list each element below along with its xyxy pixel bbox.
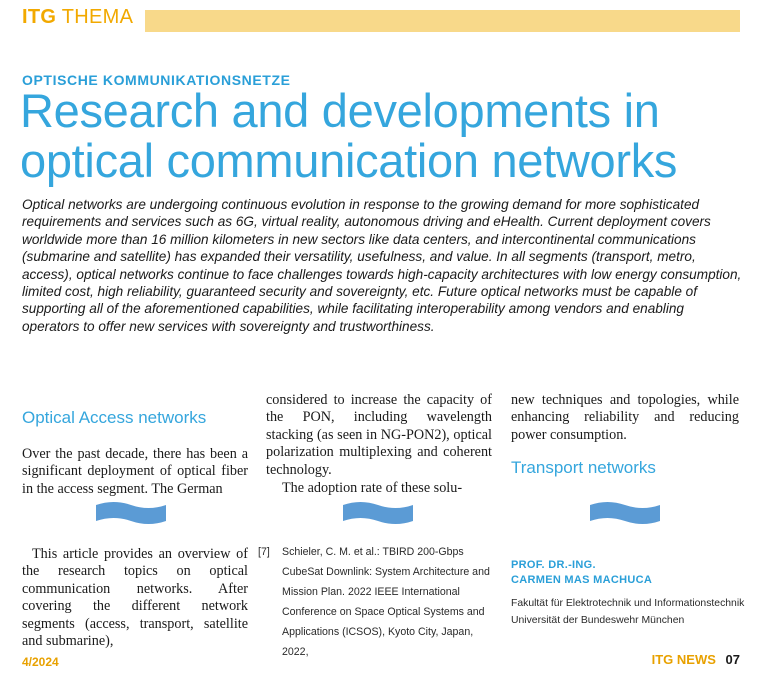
heading-transport: Transport networks xyxy=(511,458,656,477)
footer-right xyxy=(652,652,740,667)
author-title: PROF. DR.-ING. xyxy=(511,559,596,571)
wave-separator-icon xyxy=(590,500,660,526)
col1-paragraph: Over the past decade, there has been a significant deployment of optical fiber in the access segment. The German xyxy=(22,446,248,497)
wave-separator-icon xyxy=(96,500,166,526)
article-lead: Optical networks are undergoing continuous evolution in response to the growing demand for more sophisticated requirements and services such as 6G, virtual reality, autonomous driving and eHealth. Current deployment covers worldwide more than 16 million kilometers in new sectors like data centers, and intercontinental communications (submarine and satellite) has expanded their versatility, usefulness, and value. In all segments (transport, metro, access), optical networks continue to face challenges towards high-capacity architectures with low energy consumption, limited cost, high reliability, guaranteed security and sovereignty, etc. Future optical networks must be capable of supporting all of the aforementioned capabilities, while facilitating interoperability among vendors and enabling operators to offer new services with sovereignty and trustworthiness. xyxy=(22,197,742,334)
footnote-text: Schieler, C. M. et al.: TBIRD 200-Gbps CubeSat Downlink: System Architecture and Mission Plan. 2022 IEEE International Conference on Space Optical Systems and Applications (ICSOS), Kyoto City, Japan, 2022, xyxy=(282,546,490,658)
page-number: 07 xyxy=(725,652,740,667)
section-label: THEMA xyxy=(61,6,134,28)
header-bar xyxy=(145,10,740,32)
col2-paragraph-2: The adoption rate of these solu- xyxy=(282,480,463,496)
article-title: Research and developments in optical communication networks xyxy=(20,84,678,187)
article-kicker: OPTISCHE KOMMUNIKATIONSNETZE xyxy=(22,72,291,88)
col3-paragraph: new techniques and topologies, while enhancing reliability and reducing power consumption. xyxy=(511,392,739,443)
footnote-number: [7] xyxy=(258,546,270,558)
magazine-name: ITG NEWS xyxy=(651,652,716,667)
author-affiliation: Fakultät für Elektrotechnik und Informationstechnik Universität der Bundeswehr München xyxy=(511,598,745,626)
brand-label: ITG xyxy=(22,6,57,28)
author-name: CARMEN MAS MACHUCA xyxy=(511,574,653,586)
header-label xyxy=(22,6,133,29)
col1-paragraph-2: This article provides an overview of the research topics on optical communication networks. After covering the different network segments (access, transport, satellite and submarine), xyxy=(22,546,248,650)
issue-number: 4/2024 xyxy=(22,655,59,669)
wave-separator-icon xyxy=(343,500,413,526)
heading-optical-access: Optical Access networks xyxy=(22,408,207,427)
author-block xyxy=(511,558,741,588)
col2-paragraph: considered to increase the capacity of the PON, including wavelength stacking (as seen in NG-PON2), optical polarization multiplexing and coherent technology. xyxy=(266,392,492,478)
